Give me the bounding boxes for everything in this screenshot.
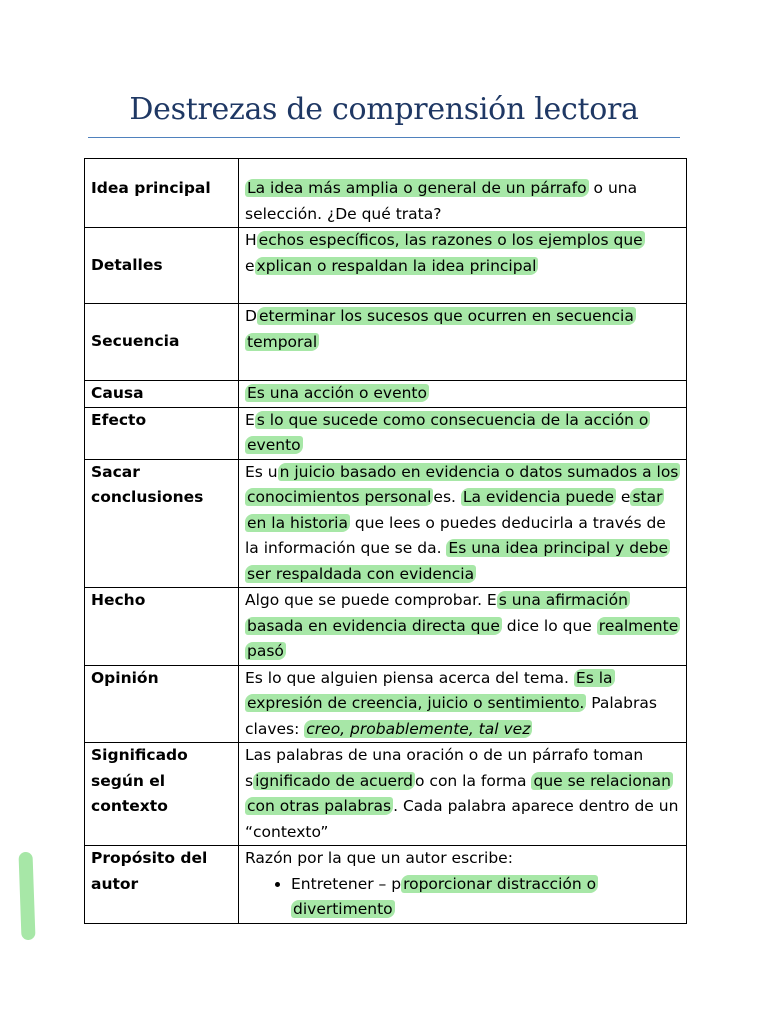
table-row: [85, 588, 687, 666]
highlighted-text: s lo que sucede como consecuencia de la acción o evento: [247, 410, 649, 454]
definition-text: o una selección. ¿De qué trata?: [245, 179, 638, 223]
highlighted-text: xplican o respaldan la idea principal: [256, 256, 537, 275]
definition-text: E: [245, 410, 255, 429]
highlighted-text: n juicio basado en evidencia o datos sumados a los conocimientos personal: [247, 462, 679, 506]
highlighter-margin-mark: [18, 852, 35, 940]
term-cell: Efecto: [85, 407, 239, 459]
list-item: [291, 872, 680, 923]
definition-text: es.: [433, 488, 461, 506]
term-cell: Causa: [85, 381, 239, 408]
highlighted-text: realmente pasó: [247, 616, 679, 660]
term-cell: Significado según el contexto: [85, 743, 239, 846]
definition-text: Razón por la que un autor escribe:: [245, 849, 513, 867]
term-cell: Secuencia: [85, 304, 239, 381]
term-cell: Idea principal: [85, 159, 239, 228]
definition-cell: [239, 846, 687, 924]
definition-text: D: [245, 307, 257, 325]
definition-text: Algo que se puede comprobar. E: [245, 591, 497, 609]
skills-table-body: [85, 159, 687, 924]
highlighted-text: echos específicos, las razones o los ejemplos que: [258, 231, 643, 249]
table-row: [85, 459, 687, 588]
definition-text: Palabras claves:: [245, 694, 657, 738]
definition-text: que lees o puedes deducirla a través de la información que se da.: [245, 513, 666, 557]
definition-text: e: [245, 256, 255, 275]
definition-text: Entretener – p: [291, 874, 402, 893]
table-row: [85, 665, 687, 743]
term-cell: Detalles: [85, 228, 239, 304]
definition-cell: [239, 159, 687, 228]
purpose-list: [245, 872, 680, 923]
table-row: [85, 228, 687, 304]
table-row: [85, 407, 687, 459]
definition-text: Es lo que alguien piensa acerca del tema.: [245, 668, 574, 687]
definition-text: o con la forma: [415, 771, 532, 790]
page-title: Destrezas de comprensión lectora: [129, 92, 639, 127]
highlighted-text: que se relacionan con otras palabras: [247, 771, 671, 815]
table-row: [85, 743, 687, 846]
term-cell: Propósito del autor: [85, 846, 239, 924]
definition-text: H: [245, 231, 257, 249]
title-divider: [88, 137, 680, 138]
highlighted-text: Es la expresión de creencia, juicio o sentimiento.: [247, 668, 613, 712]
highlighted-text: Es una idea principal y debe ser respaldada con evidencia: [247, 539, 668, 583]
definition-cell: [239, 407, 687, 459]
highlighted-text: roporcionar distracción o divertimento: [293, 874, 597, 918]
definition-text: Las palabras de una oración o de un párrafo toman s: [245, 746, 644, 790]
definition-text: . Cada palabra aparece dentro de un “contexto”: [245, 797, 679, 841]
highlighted-text: creo, probablemente, tal vez: [306, 719, 531, 738]
highlighted-text: eterminar los sucesos que ocurren en secuencia temporal: [247, 307, 634, 351]
definition-cell: [239, 228, 687, 304]
definition-text: Es u: [245, 462, 278, 481]
definition-cell: [239, 588, 687, 666]
highlighted-text: La idea más amplia o general de un párrafo: [247, 179, 587, 197]
definition-cell: [239, 743, 687, 846]
skills-table: [84, 158, 687, 924]
highlighted-text: ignificado de acuerd: [255, 771, 414, 790]
table-row: [85, 381, 687, 408]
highlighted-text: s una afirmación basada en evidencia directa que: [247, 591, 628, 635]
term-cell: Sacar conclusiones: [85, 459, 239, 588]
definition-text: dice lo que: [501, 616, 597, 635]
table-row: [85, 304, 687, 381]
definition-cell: [239, 304, 687, 381]
highlighted-text: star en la historia: [247, 488, 663, 532]
highlighted-text: La evidencia puede: [462, 488, 614, 506]
definition-cell: [239, 381, 687, 408]
term-cell: Hecho: [85, 588, 239, 666]
definition-cell: [239, 665, 687, 743]
definition-cell: [239, 459, 687, 588]
highlighted-text: Es una acción o evento: [247, 384, 427, 402]
table-row: [85, 846, 687, 924]
definition-text: e: [615, 488, 631, 506]
term-cell: Opinión: [85, 665, 239, 743]
table-row: [85, 159, 687, 228]
